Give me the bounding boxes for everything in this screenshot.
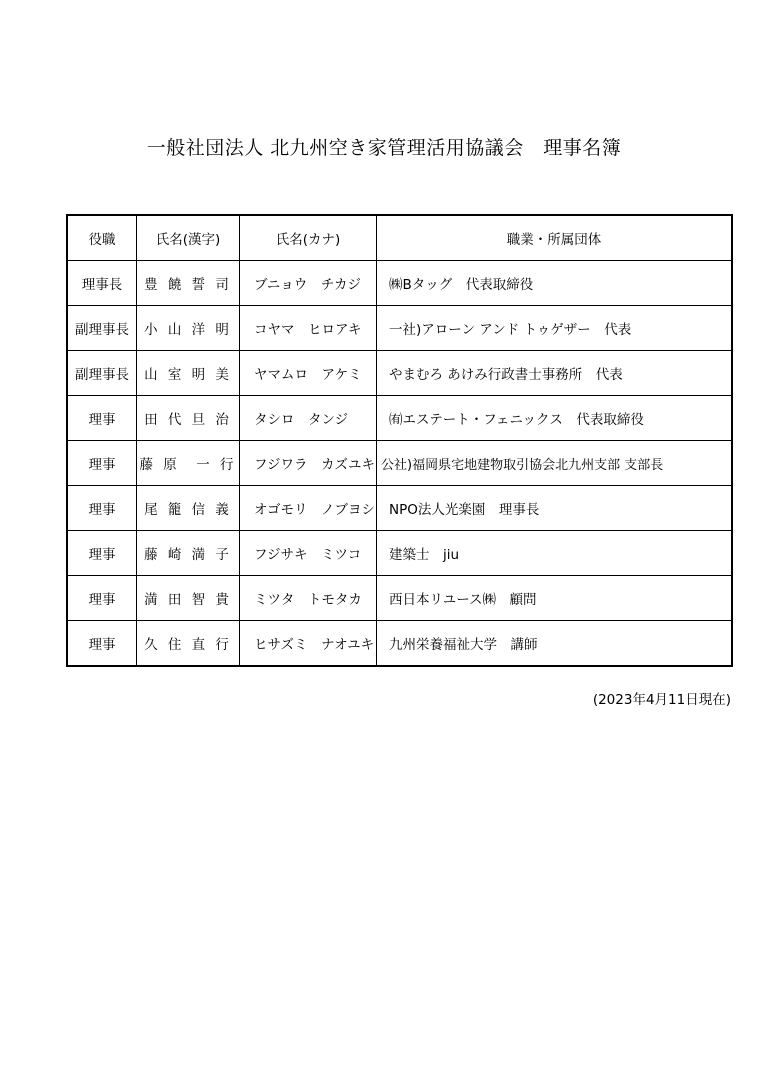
table-row [67, 486, 732, 531]
role-cell: 理事 [67, 621, 137, 667]
name-kana-cell: コヤマ ヒロアキ [240, 306, 377, 351]
table-header-row [67, 215, 732, 261]
role-cell: 副理事長 [67, 306, 137, 351]
table-row [67, 351, 732, 396]
role-cell: 理事 [67, 576, 137, 621]
name-kana-cell: タシロ タンジ [240, 396, 377, 441]
name-kanji-cell: 田 代 旦 治 [137, 396, 240, 441]
name-kanji-cell: 小 山 洋 明 [137, 306, 240, 351]
role-cell: 理事 [67, 441, 137, 486]
page-title: 一般社団法人 北九州空き家管理活用協議会 理事名簿 [146, 137, 622, 159]
director-roster-table [66, 214, 733, 667]
role-cell: 理事 [67, 486, 137, 531]
role-cell: 理事 [67, 531, 137, 576]
occupation-cell: 一社)アローン アンド トゥゲザー 代表 [377, 306, 733, 351]
name-kana-cell: フジワラ カズユキ [240, 441, 377, 486]
name-kana-cell: オゴモリ ノブヨシ [240, 486, 377, 531]
header-role: 役職 [67, 215, 137, 261]
occupation-cell: ㈱Bタッグ 代表取締役 [377, 261, 733, 306]
table-row [67, 261, 732, 306]
table-row [67, 441, 732, 486]
occupation-cell: 九州栄養福祉大学 講師 [377, 621, 733, 667]
as-of-date: (2023年4月11日現在) [592, 692, 731, 708]
role-cell: 副理事長 [67, 351, 137, 396]
name-kanji-cell: 藤 原 一 行 [137, 441, 240, 486]
name-kana-cell: ミツタ トモタカ [240, 576, 377, 621]
occupation-cell: やまむろ あけみ行政書士事務所 代表 [377, 351, 733, 396]
occupation-cell: NPO法人光楽園 理事長 [377, 486, 733, 531]
header-occupation: 職業・所属団体 [377, 215, 733, 261]
header-name-kanji: 氏名(漢字) [137, 215, 240, 261]
name-kana-cell: ブニョウ チカジ [240, 261, 377, 306]
role-cell: 理事長 [67, 261, 137, 306]
name-kanji-cell: 豊 饒 誓 司 [137, 261, 240, 306]
name-kana-cell: フジサキ ミツコ [240, 531, 377, 576]
occupation-cell: 西日本リユース㈱ 顧問 [377, 576, 733, 621]
table-row [67, 621, 732, 667]
occupation-cell: ㈲エステート・フェニックス 代表取締役 [377, 396, 733, 441]
table-row [67, 396, 732, 441]
name-kanji-cell: 藤 崎 満 子 [137, 531, 240, 576]
name-kanji-cell: 尾 籠 信 義 [137, 486, 240, 531]
name-kanji-cell: 山 室 明 美 [137, 351, 240, 396]
name-kana-cell: ヒサズミ ナオユキ [240, 621, 377, 667]
header-name-kana: 氏名(カナ) [240, 215, 377, 261]
name-kanji-cell: 満 田 智 貴 [137, 576, 240, 621]
table-row [67, 531, 732, 576]
table-row [67, 576, 732, 621]
name-kanji-cell: 久 住 直 行 [137, 621, 240, 667]
table-row [67, 306, 732, 351]
occupation-cell: 建築士 jiu [377, 531, 733, 576]
occupation-cell: 公社)福岡県宅地建物取引協会北九州支部 支部長 [377, 441, 733, 486]
role-cell: 理事 [67, 396, 137, 441]
name-kana-cell: ヤマムロ アケミ [240, 351, 377, 396]
